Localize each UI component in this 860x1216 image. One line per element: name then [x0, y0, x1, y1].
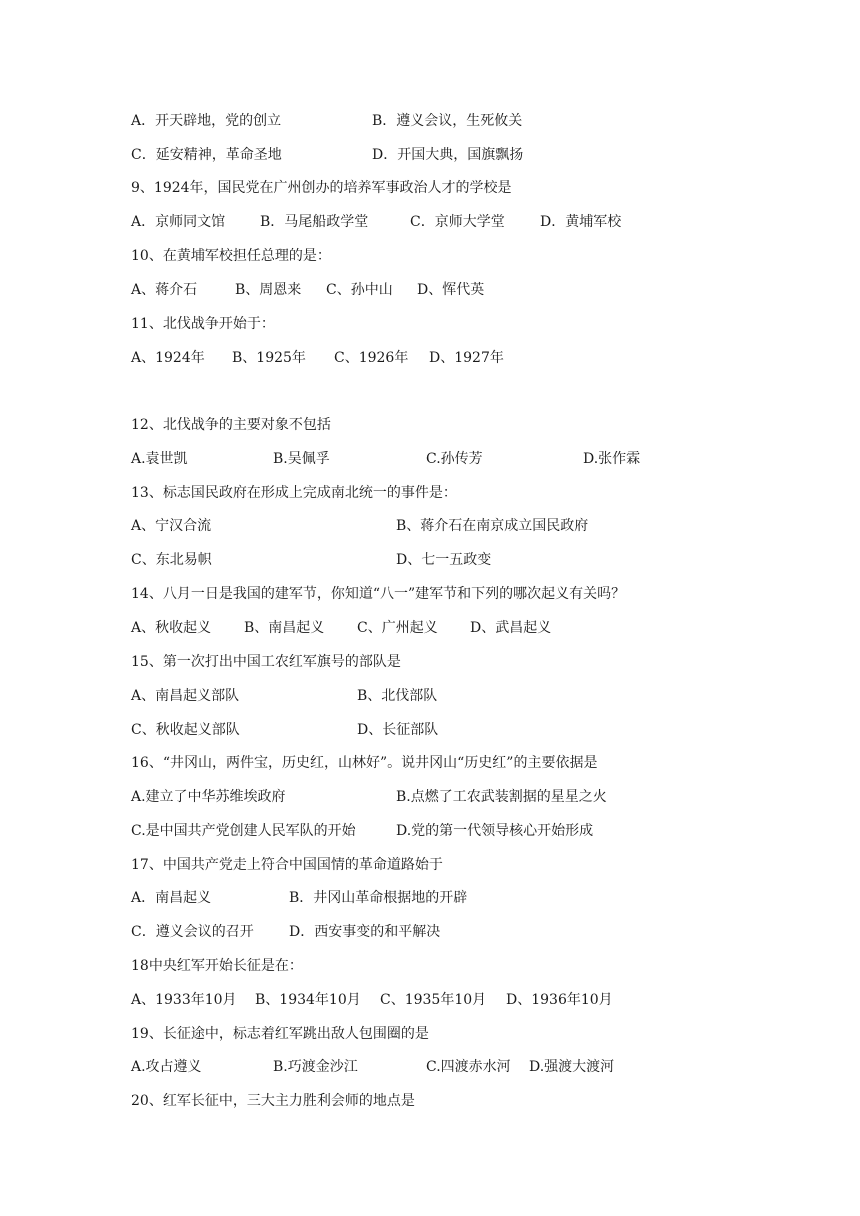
- answer-option-q14-opts-0: A、秋收起义: [131, 620, 212, 636]
- answer-option-q10-opts-2: C、孙中山: [326, 282, 393, 298]
- answer-option-q8-opts-row1-0: A．开天辟地，党的创立: [131, 113, 282, 129]
- answer-option-q11-opts-3: D、1927年: [429, 350, 504, 366]
- answer-option-q13-opts-row1-0: A、宁汉合流: [131, 518, 212, 534]
- answer-option-q19-opts-1: B.巧渡金沙江: [273, 1059, 358, 1075]
- answer-option-q14-opts-1: B、南昌起义: [244, 620, 325, 636]
- question-q18: 18中央红军开始长征是在：: [131, 958, 303, 974]
- answer-option-q10-opts-1: B、周恩来: [235, 282, 302, 298]
- answer-option-q12-opts-3: D.张作霖: [583, 451, 641, 467]
- answer-option-q11-opts-1: B、1925年: [232, 350, 306, 366]
- answer-option-q18-opts-0: A、1933年10月: [131, 992, 237, 1008]
- answer-option-q13-opts-row2-0: C、东北易帜: [131, 552, 212, 568]
- answer-option-q15-opts-row1-0: A、南昌起义部队: [131, 688, 240, 704]
- answer-option-q9-opts-3: D．黄埔军校: [540, 214, 622, 230]
- question-q9: 9、1924年，国民党在广州创办的培养军事政治人才的学校是: [131, 180, 512, 196]
- answer-option-q8-opts-row1-1: B．遵义会议，生死攸关: [372, 113, 523, 129]
- question-q20: 20、红军长征中，三大主力胜利会师的地点是: [131, 1093, 415, 1109]
- answer-option-q18-opts-1: B、1934年10月: [255, 992, 361, 1008]
- answer-option-q16-opts-row2-1: D.党的第一代领导核心开始形成: [396, 823, 594, 839]
- answer-option-q9-opts-0: A．京师同文馆: [131, 214, 226, 230]
- question-q19: 19、长征途中，标志着红军跳出敌人包围圈的是: [131, 1026, 429, 1042]
- answer-option-q16-opts-row2-0: C.是中国共产党创建人民军队的开始: [131, 823, 356, 839]
- answer-option-q17-opts-row1-1: B．井冈山革命根据地的开辟: [289, 890, 468, 906]
- answer-option-q14-opts-2: C、广州起义: [357, 620, 438, 636]
- question-q13: 13、标志国民政府在形成上完成南北统一的事件是：: [131, 485, 457, 501]
- answer-option-q9-opts-2: C．京师大学堂: [410, 214, 505, 230]
- answer-option-q8-opts-row2-0: C．延安精神，革命圣地: [131, 147, 282, 163]
- answer-option-q11-opts-0: A、1924年: [131, 350, 205, 366]
- answer-option-q10-opts-0: A、蒋介石: [131, 282, 198, 298]
- question-q10: 10、在黄埔军校担任总理的是：: [131, 248, 331, 264]
- answer-option-q16-opts-row1-0: A.建立了中华苏维埃政府: [131, 789, 286, 805]
- answer-option-q12-opts-1: B.吴佩孚: [273, 451, 330, 467]
- answer-option-q13-opts-row1-1: B、蒋介石在南京成立国民政府: [396, 518, 589, 534]
- question-q15: 15、第一次打出中国工农红军旗号的部队是: [131, 654, 401, 670]
- answer-option-q17-opts-row1-0: A．南昌起义: [131, 890, 212, 906]
- answer-option-q16-opts-row1-1: B.点燃了工农武装割据的星星之火: [396, 789, 607, 805]
- question-q16: 16、“井冈山，两件宝，历史红，山林好”。说井冈山“历史红”的主要依据是: [131, 755, 598, 771]
- answer-option-q17-opts-row2-1: D．西安事变的和平解决: [289, 924, 441, 940]
- answer-option-q12-opts-0: A.袁世凯: [131, 451, 188, 467]
- question-q12: 12、北伐战争的主要对象不包括: [131, 417, 331, 433]
- answer-option-q17-opts-row2-0: C．遵义会议的召开: [131, 924, 254, 940]
- answer-option-q9-opts-1: B．马尾船政学堂: [260, 214, 369, 230]
- answer-option-q18-opts-2: C、1935年10月: [380, 992, 487, 1008]
- answer-option-q19-opts-0: A.攻占遵义: [131, 1059, 202, 1075]
- question-q14: 14、八月一日是我国的建军节，你知道“八一”建军节和下列的哪次起义有关吗？: [131, 586, 626, 602]
- answer-option-q19-opts-2: C.四渡赤水河: [426, 1059, 511, 1075]
- question-q17: 17、中国共产党走上符合中国国情的革命道路始于: [131, 857, 443, 873]
- answer-option-q11-opts-2: C、1926年: [334, 350, 409, 366]
- answer-option-q15-opts-row1-1: B、北伐部队: [357, 688, 438, 704]
- answer-option-q18-opts-3: D、1936年10月: [506, 992, 613, 1008]
- answer-option-q8-opts-row2-1: D．开国大典，国旗飘扬: [372, 147, 524, 163]
- question-q11: 11、北伐战争开始于：: [131, 316, 275, 332]
- answer-option-q14-opts-3: D、武昌起义: [470, 620, 552, 636]
- answer-option-q13-opts-row2-1: D、七一五政变: [396, 552, 492, 568]
- answer-option-q15-opts-row2-0: C、秋收起义部队: [131, 722, 240, 738]
- answer-option-q12-opts-2: C.孙传芳: [426, 451, 483, 467]
- answer-option-q19-opts-3: D.强渡大渡河: [529, 1059, 615, 1075]
- answer-option-q10-opts-3: D、恽代英: [417, 282, 485, 298]
- answer-option-q15-opts-row2-1: D、长征部队: [357, 722, 439, 738]
